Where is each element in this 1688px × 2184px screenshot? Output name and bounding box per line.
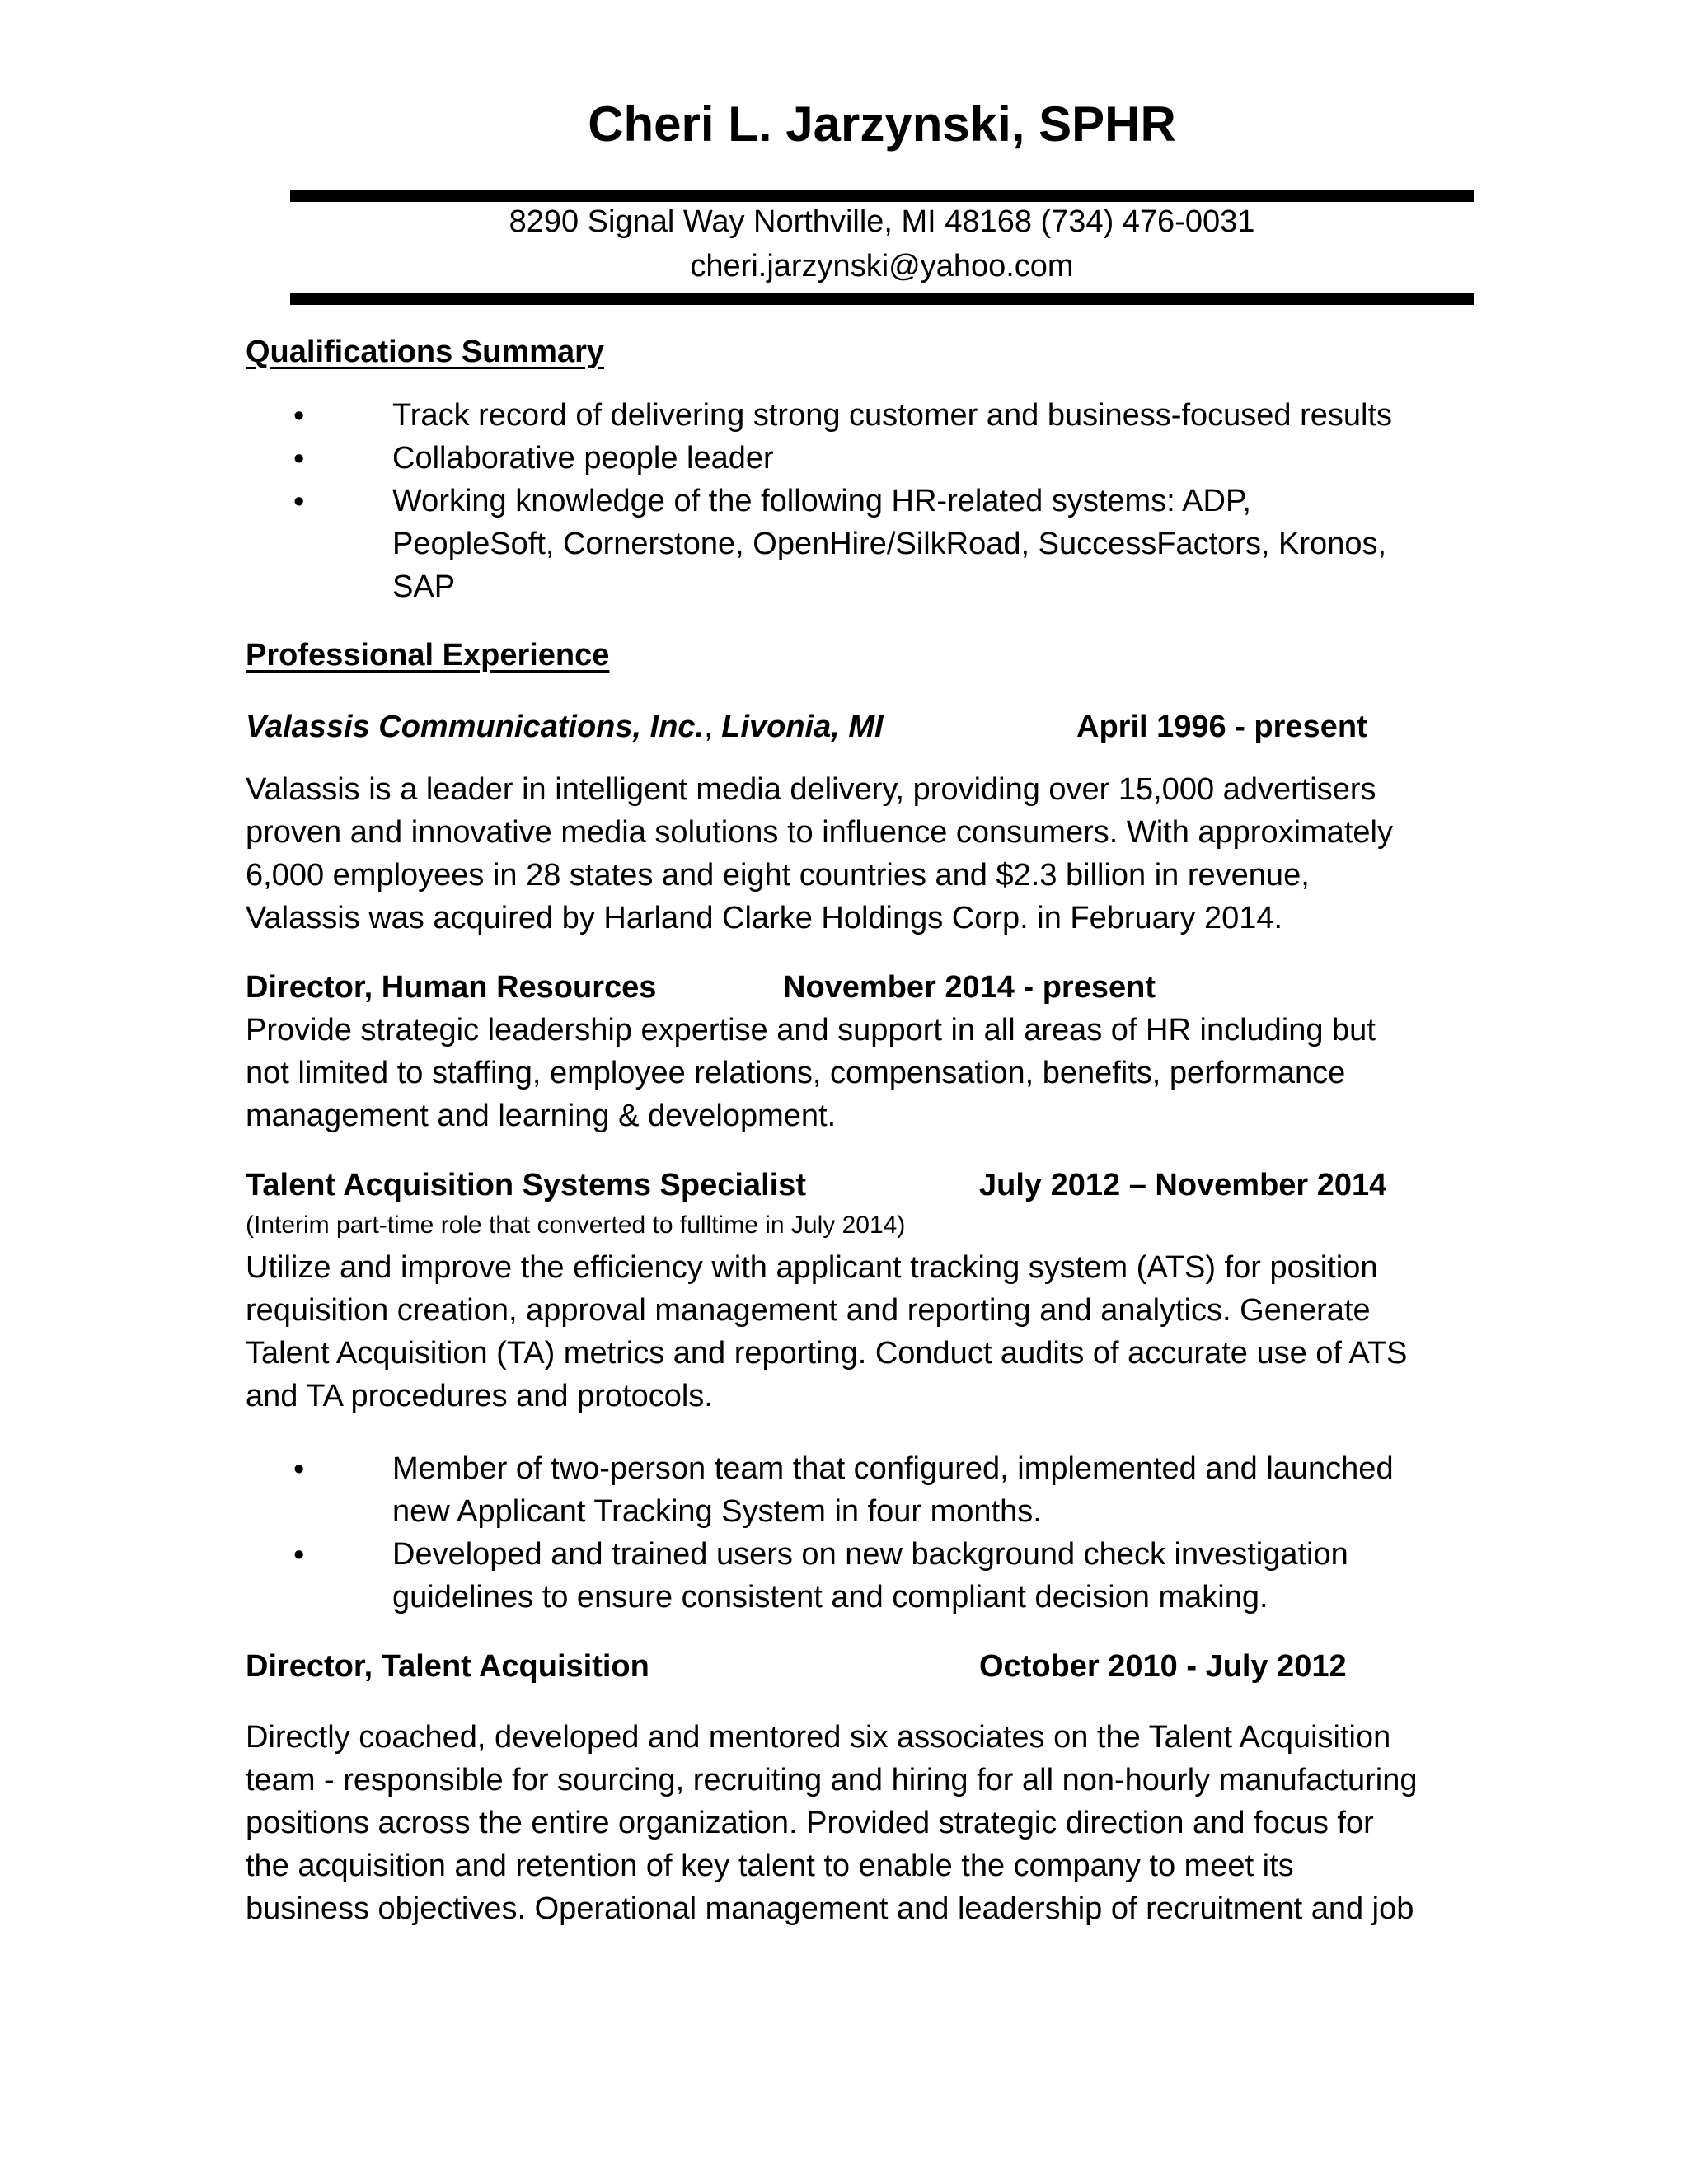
experience-heading: Professional Experience	[246, 638, 610, 673]
paragraph-line: requisition creation, approval management and reporting and analytics. Generate	[246, 1293, 1371, 1328]
paragraph-line: Valassis is a leader in intelligent media delivery, providing over 15,000 advertisers	[246, 772, 1376, 807]
company-dates: April 1996 - present	[1076, 710, 1367, 744]
paragraph-line: positions across the entire organization. Provided strategic direction and focus for	[246, 1806, 1374, 1840]
list-item-text: PeopleSoft, Cornerstone, OpenHire/SilkRoad, SuccessFactors, Kronos,	[392, 527, 1387, 561]
paragraph-line: not limited to staffing, employee relations, compensation, benefits, performance	[246, 1056, 1346, 1090]
bullet-icon: •	[293, 399, 305, 434]
bullet-icon: •	[293, 442, 305, 476]
qualifications-heading: Qualifications Summary	[246, 335, 605, 369]
email-address: cheri.jarzynski@yahoo.com	[690, 249, 1074, 284]
company-location: Livonia, MI	[721, 710, 884, 744]
paragraph-line: Directly coached, developed and mentored six associates on the Talent Acquisition	[246, 1720, 1391, 1755]
role-note: (Interim part-time role that converted to fulltime in July 2014)	[246, 1212, 906, 1239]
paragraph-line: Utilize and improve the efficiency with applicant tracking system (ATS) for position	[246, 1250, 1378, 1285]
company-separator: ,	[704, 710, 713, 744]
list-item-text: Collaborative people leader	[392, 441, 774, 476]
bullet-icon: •	[293, 1452, 305, 1487]
role-dates: November 2014 - present	[783, 970, 1156, 1005]
candidate-name: Cheri L. Jarzynski, SPHR	[588, 96, 1176, 152]
header-bottom-rule	[290, 293, 1474, 305]
list-item-text: Developed and trained users on new background check investigation	[392, 1537, 1348, 1572]
company-line	[246, 705, 884, 748]
paragraph-line: team - responsible for sourcing, recruiting and hiring for all non-hourly manufacturing	[246, 1763, 1418, 1797]
paragraph-line: Provide strategic leadership expertise and support in all areas of HR including but	[246, 1013, 1376, 1047]
bullet-icon: •	[293, 1538, 305, 1572]
paragraph-line: Talent Acquisition (TA) metrics and reporting. Conduct audits of accurate use of ATS	[246, 1336, 1408, 1371]
role-title: Director, Talent Acquisition	[246, 1649, 649, 1684]
list-item-text: Track record of delivering strong customer and business-focused results	[392, 398, 1393, 433]
paragraph-line: business objectives. Operational management and leadership of recruitment and job	[246, 1891, 1414, 1926]
header-top-rule	[290, 190, 1474, 202]
list-item-text: Working knowledge of the following HR-related systems: ADP,	[392, 484, 1251, 518]
list-item-text: new Applicant Tracking System in four months.	[392, 1494, 1042, 1529]
company-name: Valassis Communications, Inc.	[246, 710, 705, 744]
role-title: Director, Human Resources	[246, 970, 657, 1005]
list-item-text: SAP	[392, 569, 456, 604]
list-item-text: guidelines to ensure consistent and compliant decision making.	[392, 1580, 1268, 1615]
role-title: Talent Acquisition Systems Specialist	[246, 1168, 806, 1202]
paragraph-line: management and learning & development.	[246, 1099, 837, 1133]
paragraph-line: Valassis was acquired by Harland Clarke Holdings Corp. in February 2014.	[246, 901, 1283, 935]
paragraph-line: and TA procedures and protocols.	[246, 1379, 713, 1413]
paragraph-line: 6,000 employees in 28 states and eight countries and $2.3 billion in revenue,	[246, 858, 1310, 893]
role-dates: October 2010 - July 2012	[979, 1649, 1347, 1684]
paragraph-line: the acquisition and retention of key talent to enable the company to meet its	[246, 1849, 1294, 1883]
paragraph-line: proven and innovative media solutions to influence consumers. With approximately	[246, 815, 1393, 850]
address-line: 8290 Signal Way Northville, MI 48168 (734) 476-0031	[509, 204, 1255, 239]
role-dates: July 2012 – November 2014	[979, 1168, 1387, 1202]
list-item-text: Member of two-person team that configured, implemented and launched	[392, 1451, 1394, 1486]
bullet-icon: •	[293, 485, 305, 519]
